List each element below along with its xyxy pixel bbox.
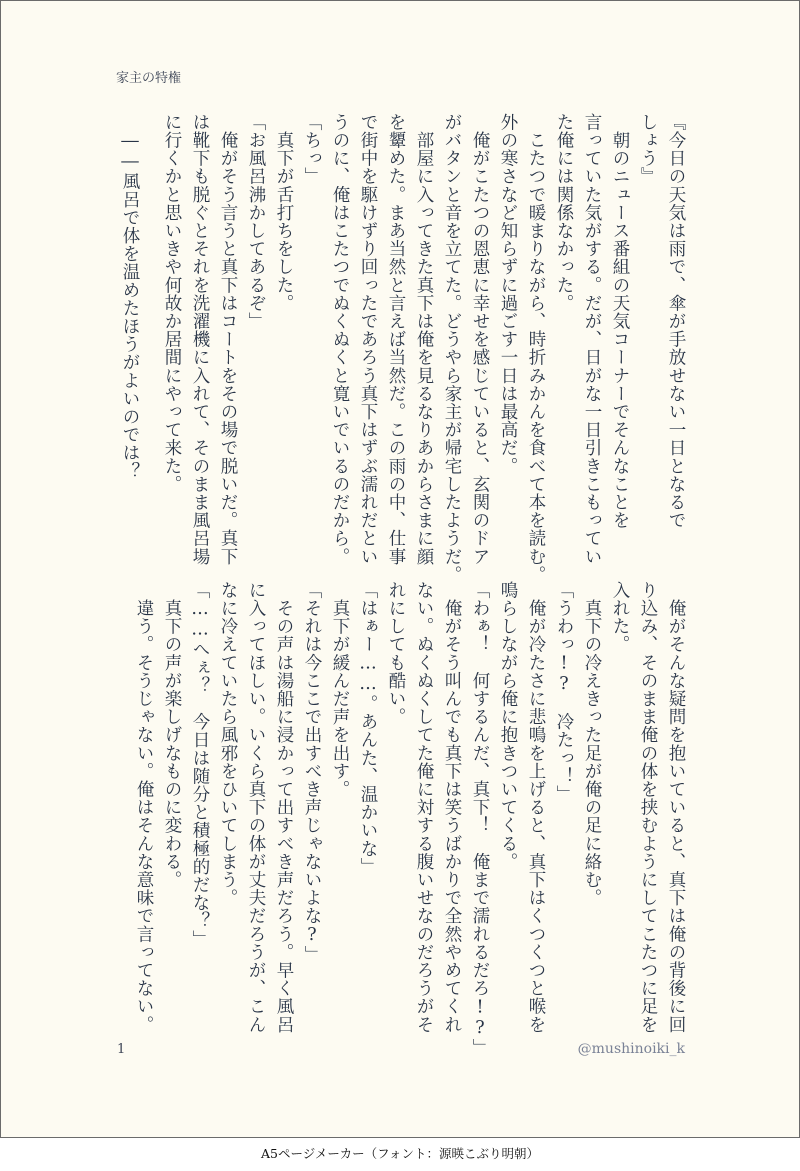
text-column: その声は湯船に浸かって出すべき声だろう。早く風呂: [274, 581, 294, 1034]
text-column: 「うわっ!? 冷たっ！」: [554, 581, 574, 804]
text-column: 俺が冷たさに悲鳴を上げると、真下はくつくつと喉を: [526, 581, 546, 1034]
text-column: 「はぁー……。あんた、温かいな」: [358, 581, 378, 876]
text-column: 真下の冷えきった足が俺の足に絡む。: [582, 581, 602, 907]
text-column: 真下が緩んだ声を出す。: [330, 581, 350, 799]
text-column: 違う。そうじゃない。俺はそんな意味で言ってない。: [134, 581, 154, 1034]
text-column: に行くかと思いきや何故か居間にやって来た。: [162, 113, 182, 494]
running-title: 家主の特権: [116, 71, 182, 86]
text-column: がバタンと音を立てた。どうやら家主が帰宅したようだ。: [442, 113, 462, 584]
text-column: なに冷えていたら風邪をひいてしまう。: [218, 581, 238, 907]
text-column: 「……へぇ？ 今日は随分と積極的だな？」: [190, 581, 210, 948]
text-column: 鳴らしながら俺に抱きついてくる。: [498, 581, 518, 871]
text-column: 俺がそう叫んでも真下は笑うばかりで全然やめてくれ: [442, 581, 462, 1034]
text-column: 俺がそう言うと真下はコートをその場で脱いだ。真下: [218, 113, 238, 566]
text-column: うのに、俺はこたつでぬくぬくと寛いでいるのだから。: [330, 113, 350, 566]
text-column: を顰めた。まあ当然と言えば当然だ。この雨の中、仕事: [386, 113, 406, 566]
text-column: 入れた。: [610, 581, 630, 654]
text-column: に入ってほしい。いくら真下の体が丈夫だろうが、こん: [246, 581, 266, 1034]
text-column: 「ちっ」: [302, 113, 322, 186]
page-number: 1: [117, 1042, 126, 1057]
text-column: れにしても酷い。: [386, 581, 406, 726]
text-column: 言っていた気がする。だが、日がな一日引きこもってい: [582, 113, 602, 566]
text-column: 朝のニュース番組の天気コーナーでそんなことを: [610, 113, 630, 530]
text-column: 外の寒さなど知らずに過ごす一日は最高だ。: [498, 113, 518, 475]
text-column: は靴下も脱ぐとそれを洗濯機に入れて、そのまま風呂場: [190, 113, 210, 566]
text-column: り込み、そのまま俺の体を挟むようにしてこたつに足を: [638, 581, 658, 1034]
text-column: 「お風呂沸かしてあるぞ」: [246, 113, 266, 331]
text-column: こたつで暖まりながら、時折みかんを食べて本を読む。: [526, 113, 546, 584]
author-handle: @mushinoiki_k: [577, 1041, 685, 1057]
text-column: 『今日の天気は雨で、傘が手放せない一日となるで: [666, 113, 686, 530]
text-column: 部屋に入ってきた真下は俺を見るなりあからさまに顔: [414, 113, 434, 566]
text-column: 真下が舌打ちをした。: [274, 113, 294, 313]
text-column: 俺がこたつの恩恵に幸せを感じていると、玄関のドア: [470, 113, 490, 566]
text-column: た俺には関係なかった。: [554, 113, 574, 313]
text-column: 真下の声が楽しげなものに変わる。: [162, 581, 182, 889]
generator-credit: A5ページメーカー（フォント：源暎こぶり明朝）: [261, 1146, 539, 1161]
text-column: ない。ぬくぬくしてた俺に対する腹いせなのだろうがそ: [414, 581, 434, 1034]
text-column: 「わぁ！ 何するんだ、真下！ 俺まで濡れるだろ!?」: [470, 581, 490, 1057]
text-column: しょう』: [638, 113, 658, 186]
text-column: 「それは今ここで出すべき声じゃないよな?」: [302, 581, 322, 964]
text-column: で街中を駆けずり回ったであろう真下はずぶ濡れだとい: [358, 113, 378, 566]
text-column: 俺がそんな疑問を抱いていると、真下は俺の背後に回: [666, 581, 686, 1034]
text-column: ――風呂で体を温めたほうがよいのでは？: [120, 113, 140, 480]
